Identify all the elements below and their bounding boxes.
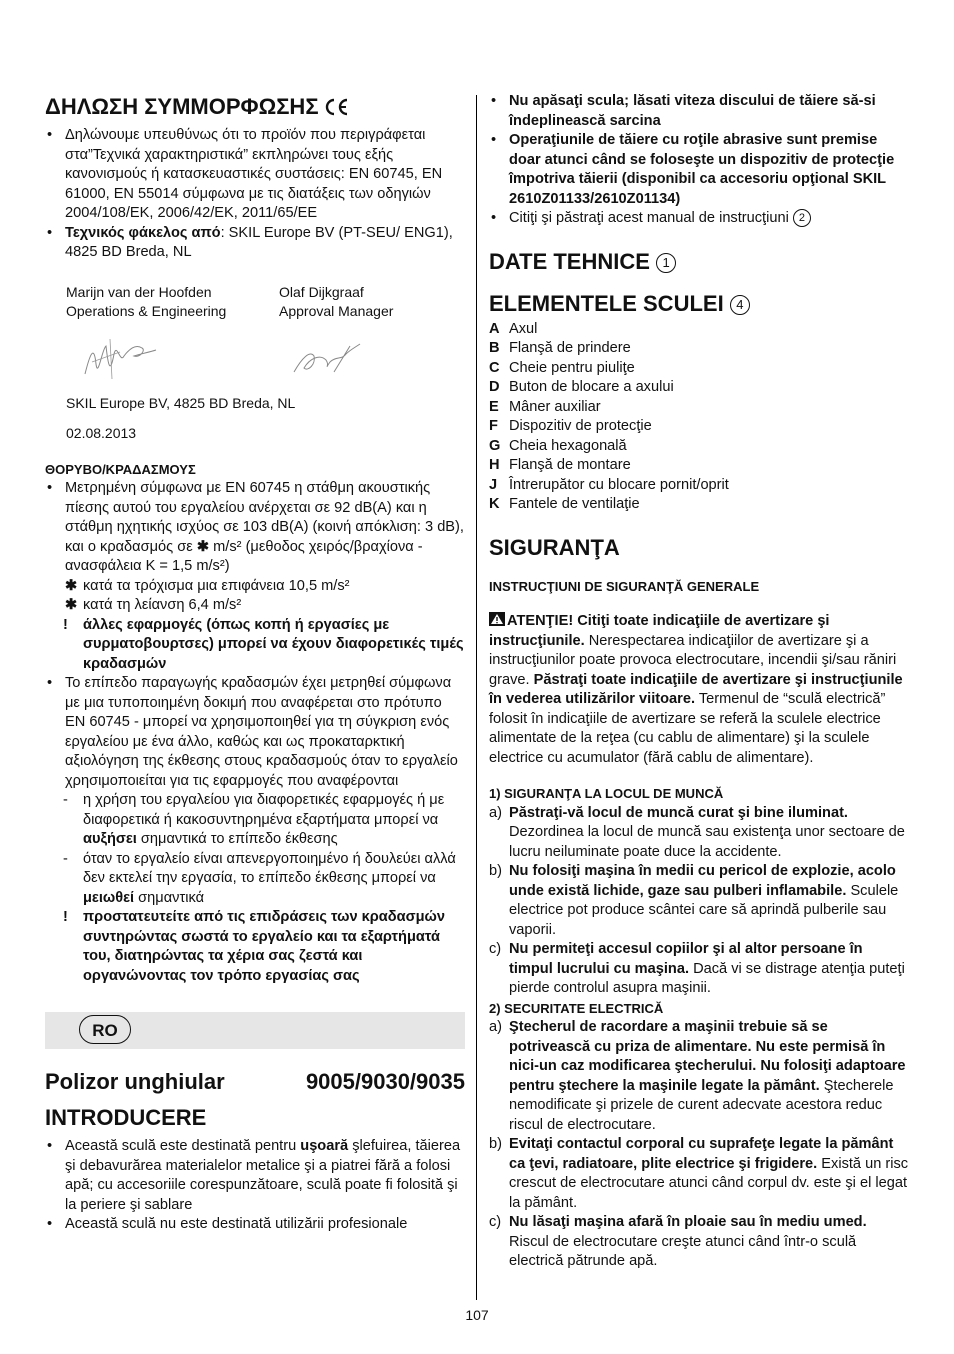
product-title-row	[45, 1069, 465, 1095]
safety-heading: SIGURANŢA	[489, 534, 620, 560]
noise-heading: ΘΟΡΥΒΟ/ΚΡΑΔΑΣΜΟΥΣ	[45, 461, 196, 477]
left-column	[45, 92, 465, 1235]
workplace-safety-heading: 1) SIGURANŢA LA LOCUL DE MUNCĂ	[489, 786, 724, 801]
list-item: J Întrerupător cu blocare pornit/oprit	[489, 476, 729, 493]
warning-triangle-icon	[489, 612, 505, 626]
product-name: Polizor unghiular	[45, 1069, 225, 1094]
list-item: B Flanşă de prindere	[489, 340, 631, 356]
electrical-safety-list	[489, 1018, 909, 1272]
note-other-applications: ! άλλες εφαρμογές (όπως κοπή ή εργασίες με συρματοβουρτσες) μπορεί να έχουν διαφορετικές τιμές κραδασμών	[63, 616, 464, 672]
workplace-safety-list	[489, 804, 909, 999]
signatory-1: Marijn van der Hoofden Operations & Engineering	[66, 283, 227, 319]
signature-1-image	[80, 334, 160, 384]
list-item: C Cheie pentru piuliţe	[489, 359, 635, 376]
declaration-date: 02.08.2013	[66, 425, 137, 441]
company-address: SKIL Europe BV, 4825 BD Breda, NL	[66, 394, 296, 411]
elements-heading: ELEMENTELE SCULEI 4	[489, 291, 909, 317]
list-item: c) Nu lăsaţi maşina afară în ploaie sau în mediu umed. Riscul de electrocutare creşte atunci când într-o sculă electrică pătrunde apă.	[489, 1214, 867, 1269]
intro-list	[45, 1137, 465, 1235]
signatory-2: Olaf Dijkgraaf Approval Manager	[279, 283, 394, 319]
list-item: G Cheia hexagonală	[489, 437, 627, 454]
language-bar	[45, 1012, 465, 1049]
list-item: E Mâner auxiliar	[489, 398, 601, 415]
right-column	[489, 92, 909, 1272]
list-item: a) Păstraţi-vă locul de muncă curat şi bine iluminat. Dezordinea la locul de muncă sau existenţa unor sectoare de lucru neiluminate poate duce la accidente.	[489, 804, 905, 860]
figure-ref-4: 4	[730, 295, 750, 315]
list-item: D Buton de blocare a axului	[489, 379, 674, 395]
electrical-safety-heading: 2) SECURITATE ELECTRICĂ	[489, 1000, 664, 1016]
list-item: • Operaţiunile de tăiere cu roţile abrasive sunt premise doar atunci când se foloseşte un dispozitiv de protecţie împotriva tăierii (disponibil ca accesoriu opţional SKIL 2610Z01133/2610Z01134)	[489, 131, 909, 209]
ce-mark-icon	[323, 97, 349, 117]
list-item: • Citiţi şi păstraţi acest manual de instrucţiuni 2	[489, 209, 909, 229]
warning-paragraph: ATENŢIE! Citiţi toate indicaţiile de avertizare şi instrucţiunile. Nerespectarea indicaţiilor de avertizare şi a instrucţiunilor poate provoca electrocutare, incendii şi/sau răniri grave. Păstraţi toate indicaţiile de avertizare şi instrucţiunile în vederea utilizărilor viitoare. Termenul de “sculă electrică” folosit în indicaţiile de avertizare se referă la sculele electrice alimentate de la reţea (cu cablu de alimentare) şi la sculele electrice cu acumulator (fără cablu de alimentare).	[489, 613, 903, 766]
dash-item-increase: - η χρήση του εργαλείου για διαφορετικές εφαρμογές ή με διαφορετικά ή κακοσυντηρημένα εξαρτήματα μπορεί να αυξήσει σημαντικά το επίπεδο έκθεσης	[63, 792, 445, 847]
signatures	[45, 330, 465, 392]
vibration-value-1: ✱ κατά τα τρόχισμα μια επιφάνεια 10,5 m/s²	[65, 577, 350, 594]
page-number: 107	[465, 1307, 489, 1323]
list-item: A Axul	[489, 320, 538, 337]
declaration-heading: ΔΗΛΩΣΗ ΣΥΜΜΟΡΦΩΣΗΣ	[45, 94, 465, 120]
list-item: • Το επίπεδο παραγωγής κραδασμών έχει μετρηθεί σύμφωνα με μια τυποποιημένη δοκιμή που αναφέρεται στο πρότυπο EN 60745 - μπορεί να χρησιμοποιηθεί για τη σύγκριση ενός εργαλείου με ένα άλλο, καθώς και ως προκαταρκτική αξιολόγηση της έκθεσης στους κραδασμούς όταν το εργαλείο χρησιμοποιείται για τις εφαρμογές που αναφέρονται	[45, 674, 465, 791]
declaration-list	[45, 126, 465, 263]
dash-item-decrease: - όταν το εργαλείο είναι απενεργοποιημένο ή δουλεύει αλλά δεν εκτελεί την εργασία, το επίπεδο έκθεσης μπορεί να μειωθεί σημαντικά	[63, 850, 456, 906]
list-item: • Această sculă este destinată pentru uşoară şlefuirea, tăierea şi debavurărea materialelor metalice şi a piatrei fără a folosi apă; cu accesoriile corespunzătoare, sculă poate fi folosită şi la periere şi sablare	[45, 1137, 465, 1215]
general-safety-heading: INSTRUCŢIUNI DE SIGURANŢĂ GENERALE	[489, 578, 760, 594]
note-protection: ! προστατευτείτε από τις επιδράσεις των κραδασμών συντηρώντας σωστά το εργαλείο και τα εξαρτήματά του, διατηρώντας τα χέρια σας ζεστά και οργανώνοντας τον τρόπο εργασίας σας	[63, 909, 445, 984]
list-item: a) Ştecherul de racordare a maşinii trebuie să se potrivească cu priza de alimentare. Nu este permisă în nici-un caz modificarea ştecherului. Nu folosiţi adaptoare pentru ştechere la maşinile legate la pământ. Ştecherele nemodificate şi prizele de curent adecvate acestora reduc riscul de electrocutare.	[489, 1019, 906, 1133]
usage-list	[489, 92, 909, 229]
elements-list	[489, 320, 909, 515]
product-model: 9005/9030/9035	[305, 1069, 465, 1094]
vibration-list	[45, 674, 465, 791]
list-item: K Fantele de ventilaţie	[489, 496, 640, 512]
language-badge: RO	[79, 1015, 131, 1044]
figure-ref-2: 2	[793, 209, 811, 227]
list-item: c) Nu permiteţi accesul copiilor şi al altor persoane în timpul lucrului cu maşina. Dacă vi se distrage atenţia puteţi pierde controlul asupra maşinii.	[489, 941, 905, 996]
list-item: • Δηλώνουμε υπευθύνως ότι το προϊόν που περιγράφεται στα”Τεχνικά χαρακτηριστικά” εκπληρώνει τους εξής κανονισμούς ή κατασκευαστικές συστάσεις: EN 60745, EN 61000, EN 55014 σύμφωνα με τις διατάξεις των οδηγιών 2004/108/EK, 2006/42/EK, 2011/65/EE	[45, 126, 465, 224]
list-item: • Τεχνικός φάκελος από: SKIL Europe BV (PT-SEU/ ENG1), 4825 BD Breda, NL	[45, 224, 465, 263]
signatories	[45, 283, 465, 322]
list-item: • Nu apăsaţi scula; lăsati viteza discului de tăiere să-si îndeplinească sarcina	[489, 92, 909, 131]
intro-heading: INTRODUCERE	[45, 1105, 207, 1130]
list-item: b) Evitaţi contactul corporal cu suprafeţe legate la pământ ca ţevi, radiatoare, plite electrice şi frigidere. Există un risc crescut de electrocutare atunci când corpul dv. este şi el legat la pământ.	[489, 1136, 909, 1211]
list-item: b) Nu folosiţi maşina în medii cu pericol de explozie, acolo unde există lichide, gaze sau pulberi inflamabile. Sculele electrice pot produce scântei care să aprindă pulberile sau vaporii.	[489, 863, 899, 938]
list-item: F Dispozitiv de protecţie	[489, 418, 652, 434]
list-item: H Flanşă de montare	[489, 457, 631, 473]
noise-list	[45, 479, 465, 577]
list-item: • Această sculă nu este destinată utilizării profesionale	[45, 1215, 465, 1235]
list-item: • Μετρημένη σύμφωνα με EN 60745 η στάθμη ακουστικής πίεσης αυτού του εργαλείου ανέρχεται σε 92 dB(A) και η στάθμη ηχητικής ισχύος σε 103 dB(A) (κοινή απόκλιση: 3 dB), και ο κραδασμός σε ✱ m/s² (μεθοδος χειρός/βραχίονα - ανασφάλεια K = 1,5 m/s²)	[45, 479, 465, 577]
tech-data-heading: DATE TEHNICE 1	[489, 249, 909, 275]
signature-2-image	[290, 338, 370, 382]
figure-ref-1: 1	[656, 253, 676, 273]
vibration-value-2: ✱ κατά τη λείανση 6,4 m/s²	[65, 597, 242, 613]
column-divider	[476, 95, 477, 1300]
